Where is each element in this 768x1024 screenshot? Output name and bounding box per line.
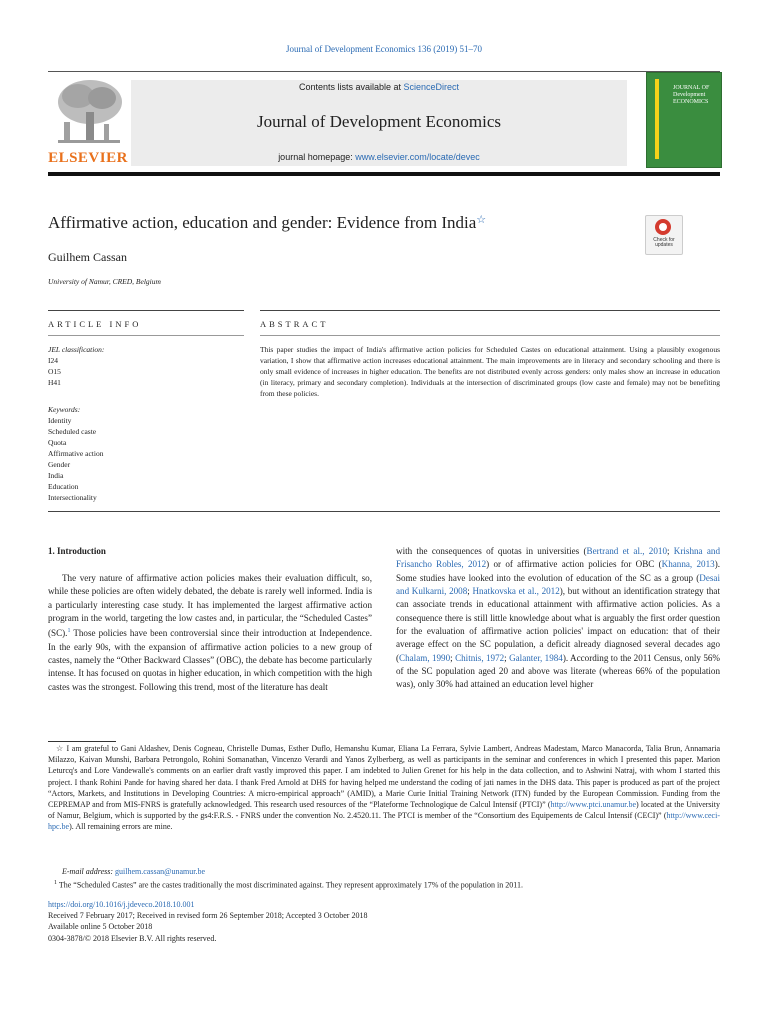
intro-left-column xyxy=(48,572,372,694)
keyword: Education xyxy=(48,482,79,491)
journal-homepage xyxy=(131,152,627,162)
keyword: Affirmative action xyxy=(48,449,104,458)
copyright-line: 0304-3878/© 2018 Elsevier B.V. All rights reserved. xyxy=(48,933,217,943)
keyword: Scheduled caste xyxy=(48,427,97,436)
reference-link[interactable]: Chalam, 1990 xyxy=(399,652,451,663)
reference-link[interactable]: Khanna, 2013 xyxy=(661,559,715,570)
reference-link[interactable]: Hnatkovska et al., 2012 xyxy=(472,586,560,597)
text-run: ☆ I am grateful to Gani Aldashev, Denis Cogneau, Christelle Dumas, Esther Duflo, Hemanshu Kumar, Eliana La Ferrara, Sylvie Lambert, Andreas Madestam, Marco Manacorda, Talia Brun, Annamaria Milazzo, Kaivan Munshi, Barbara Petrongolo, Rohini Somanathan, Vincenzo Verardi and Yanos Zylberberg, as well as participants in the seminar and conferences in which I presented this paper. Marion Leturcq's and Lore Vandewalle's comments on an earlier draft vastly improved this paper. I am indebted to Julien Grenet for his help in the data collection, and to Ashwini Natraj, with whom I started this project. I thank Rohini Pande for having shared her data. I thank Fred Arnold at DHS for having helped me understand the coding of jati names in the DHS data. This paper is produced as part of the project “Actors, Markets, and Institutions in Developing Countries: A micro-empirical approach” (AMID), a Marie Curie Initial Training Network (ITN) funded by the European Commission. Funding from the CEPREMAP and from MIS-FNRS is gratefully acknowledged. This research used resources of the “Plateforme Technologique de Calcul Intensif (PTCI)” ( xyxy=(48,744,720,810)
journal-title: Journal of Development Economics xyxy=(256,112,502,131)
footnote-1-text: The “Scheduled Castes” are the castes traditionally the most discriminated against. They represent approximately 17% of the population in 2011. xyxy=(57,880,523,890)
check-updates-icon xyxy=(655,219,671,235)
header-top-rule xyxy=(48,71,720,72)
reference-link[interactable]: Chitnis, 1972 xyxy=(455,652,505,663)
intro-right-column xyxy=(396,545,720,692)
jel-code: O15 xyxy=(48,367,61,376)
reference-link[interactable]: http://www.ptci.unamur.be xyxy=(550,800,637,810)
author-name: Guilhem Cassan xyxy=(48,250,127,264)
reference-link[interactable]: http://www.ceci-hpc.be xyxy=(48,811,720,832)
email-footnote xyxy=(62,866,205,877)
article-title xyxy=(48,213,486,233)
publication-info xyxy=(48,899,720,944)
available-online: Available online 5 October 2018 xyxy=(48,922,153,932)
reference-link[interactable]: Desai and Kulkarni, 2008 xyxy=(396,572,720,597)
text-run: ) located at the University of Namur, Belgium, which is supported by the gs4:F.R.S. - FNRS under the convention No. 2.4520.11. The PTCI is member of the “Consortium des Equipements de Calcul Intensif (CECI)” ( xyxy=(48,800,720,821)
footnote-marker[interactable]: 1 xyxy=(67,628,71,635)
keyword: Identity xyxy=(48,416,72,425)
jel-code: H41 xyxy=(48,378,61,387)
reference-link[interactable]: Bertrand et al., 2010 xyxy=(586,546,667,556)
contents-prefix: Contents lists available at xyxy=(298,82,404,92)
cover-text: JOURNAL OF Development ECONOMICS xyxy=(673,85,710,105)
text-run: Those policies have been controversial since their introduction at Independence. In the early 90s, with the expansion of affirmative action policies to a new group of castes, namely the “Other Backward Classes” (OBC), the debate has become particularly intense. It has focused on quotas in higher education, in which competition with the high castes was the strongest. Following this trend, most of the literature has dealt xyxy=(48,628,372,692)
footnote-1-number: 1 xyxy=(54,880,57,886)
check-for-updates-badge[interactable] xyxy=(645,215,683,255)
sciencedirect-link[interactable]: ScienceDirect xyxy=(403,82,460,92)
article-info-rule xyxy=(48,310,244,311)
section-heading-introduction: 1. Introduction xyxy=(48,546,106,556)
article-info-subrule xyxy=(48,335,244,336)
homepage-prefix: journal homepage: xyxy=(278,152,356,162)
text-run: The very nature of affirmative action policies makes their evaluation difficult, so, while these policies are often widely debated, the debate is rarely well informed. India is a particularly interesting case study. It has implemented the largest affirmative action program in the world, targeting the low castes and, in particular, the “Scheduled Castes” (SC). xyxy=(48,573,372,639)
keyword: Intersectionality xyxy=(48,493,97,502)
received-dates: Received 7 February 2017; Received in revised form 26 September 2018; Accepted 3 October 2018 xyxy=(48,911,368,921)
footnote-rule xyxy=(48,741,116,742)
keyword: Gender xyxy=(48,460,71,469)
text-run: ), but without an identification strategy that can associate trends in educational attainment with affirmative action policies. As a consequence there is still little knowledge about what is arguably the first order question for the evaluation of affirmative action policies' impact on education: that of their average effect on the SC population, a deficit already diagnosed several decades ago ( xyxy=(396,586,720,663)
jel-block xyxy=(48,344,238,388)
journal-cover-thumbnail[interactable] xyxy=(646,72,722,168)
text-run: ). According to the 2011 Census, only 56% of the SC population aged 20 and above was literate (whereas 66% of the population was), only 30% had attained an education level higher xyxy=(396,652,720,690)
doi-link[interactable]: https://doi.org/10.1016/j.jdeveco.2018.10.001 xyxy=(48,900,195,909)
abstract-subrule xyxy=(260,335,720,336)
email-label: E-mail address: xyxy=(62,867,116,876)
contents-line xyxy=(131,82,627,92)
jel-code: I24 xyxy=(48,356,58,365)
abstract-rule xyxy=(260,310,720,311)
reference-link[interactable]: Galanter, 1984 xyxy=(509,652,563,663)
keywords-block xyxy=(48,404,238,503)
text-run: ; xyxy=(504,652,510,663)
article-info-heading: ARTICLE INFO xyxy=(48,319,142,329)
text-run: with the consequences of quotas in universities ( xyxy=(396,546,587,556)
cover-stripe xyxy=(655,79,659,159)
text-run: ; xyxy=(467,586,473,597)
text-run: ) or of affirmative action policies for OBC ( xyxy=(486,559,662,570)
reference-link[interactable]: Krishna and Frisancho Robles, 2012 xyxy=(396,546,720,570)
text-run: ). All remaining errors are mine. xyxy=(69,822,173,832)
abstract-text: This paper studies the impact of India's affirmative action policies for Scheduled Castes on educational attainment. Using a plausibly exogenous variation, I show that affirmative action increases educational attainment. The main improvements are in literacy and secondary schooling and there is only small evidence of increases in higher education. The benefits are not distributed evenly across genders: only males show an increase in education (in literacy, primary and secondary completion). Individuals at the intersection of discriminated groups (low caste and female) may not be benefiting from these policies. xyxy=(260,345,720,398)
text-run: ). Some studies have looked into the evolution of education of the SC as a group ( xyxy=(396,559,720,583)
keyword: India xyxy=(48,471,64,480)
keyword-list xyxy=(48,415,238,503)
text-run: ; xyxy=(450,652,456,663)
text-run: ; xyxy=(667,546,674,556)
author-email-link[interactable]: guilhem.cassan@unamur.be xyxy=(115,867,206,876)
header-thick-rule xyxy=(48,172,720,176)
acknowledgement-footnote xyxy=(48,743,720,833)
article-title-text: Affirmative action, education and gender: Evidence from India xyxy=(48,213,477,232)
publisher-logo-text: ELSEVIER xyxy=(48,150,128,166)
check-updates-label: Check for updates xyxy=(653,237,675,248)
keyword: Quota xyxy=(48,438,67,447)
title-footnote-star[interactable]: ☆ xyxy=(476,214,487,226)
homepage-link[interactable]: www.elsevier.com/locate/devec xyxy=(355,152,480,162)
journal-citation[interactable]: Journal of Development Economics 136 (2019) 51–70 xyxy=(286,44,482,54)
footnote-1 xyxy=(54,878,523,891)
abstract-heading: ABSTRACT xyxy=(260,319,329,329)
abstract-bottom-rule xyxy=(48,511,720,512)
keywords-label: Keywords: xyxy=(48,405,81,414)
author-affiliation: University of Namur, CRED, Belgium xyxy=(48,277,161,286)
jel-label: JEL classification: xyxy=(48,345,105,354)
jel-code-list xyxy=(48,355,238,388)
